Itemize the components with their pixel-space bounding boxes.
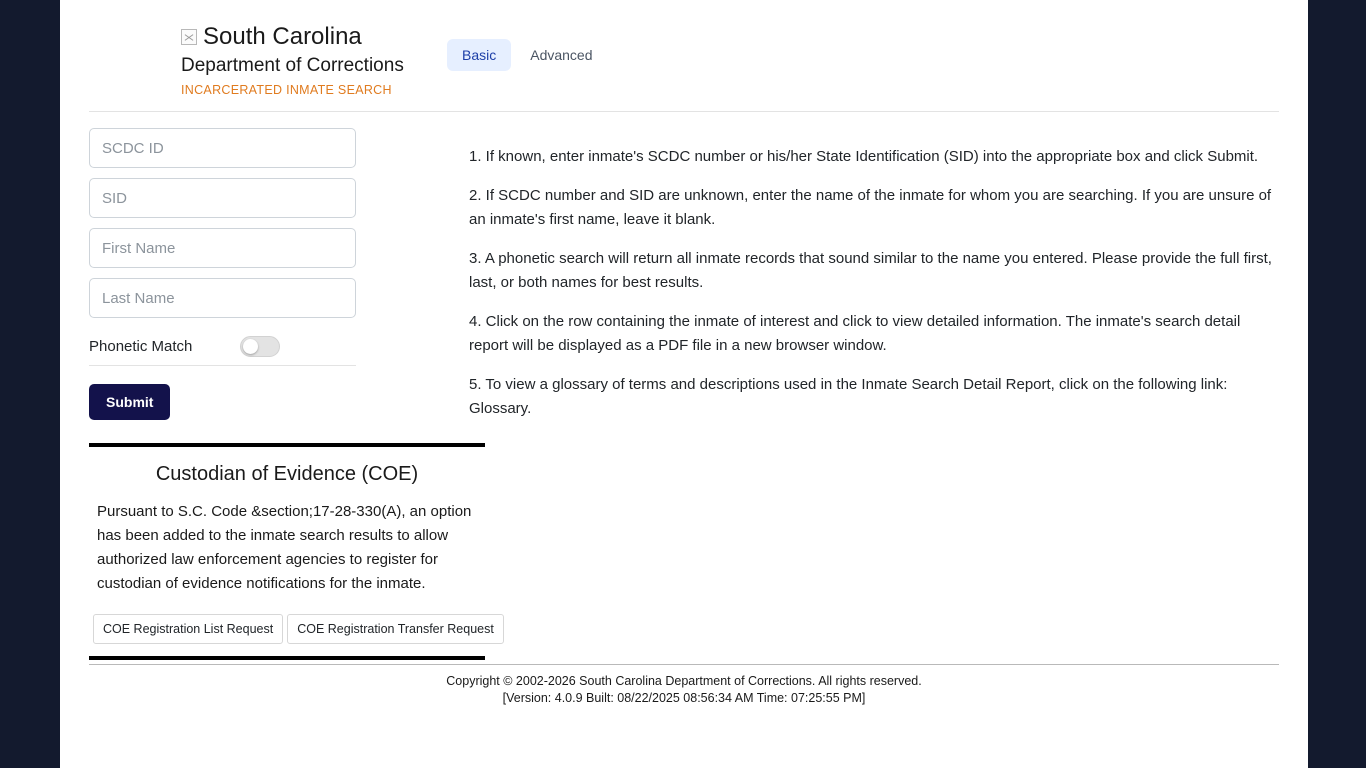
coe-description: Pursuant to S.C. Code &section;17-28-330(A), an option has been added to the inmate search results to allow authorized law enforcement agencies to register for custodian of evidence notifications for the inmate.: [97, 503, 472, 592]
right-background-rail: [1308, 0, 1366, 768]
main-area: [89, 112, 1279, 421]
search-mode-tabs: [447, 39, 608, 71]
toggle-knob: [243, 339, 258, 354]
brand-title-row: [181, 22, 481, 52]
phonetic-match-toggle[interactable]: [240, 336, 280, 357]
brand-block: [181, 22, 481, 97]
instruction-item: 3. A phonetic search will return all inmate records that sound similar to the name you entered. Please provide the full first, last, or both names for best results.: [469, 250, 1272, 291]
custodian-of-evidence-panel: [89, 443, 494, 660]
instruction-item: 4. Click on the row containing the inmate of interest and click to view detailed information. The inmate's search detail report will be displayed as a PDF file in a new browser window.: [469, 313, 1241, 354]
phonetic-match-row: [89, 328, 356, 366]
brand-subtitle-label: INCARCERATED INMATE SEARCH: [181, 83, 392, 97]
tab-basic[interactable]: Basic: [447, 39, 511, 71]
instruction-item: 1. If known, enter inmate's SCDC number or his/her State Identification (SID) into the appropriate box and click Submit.: [469, 148, 1259, 165]
brand-state-label: South Carolina: [203, 23, 362, 50]
brand-department-label: Department of Corrections: [181, 55, 404, 76]
coe-title: Custodian of Evidence (COE): [155, 463, 419, 485]
search-input-scdc-id[interactable]: [89, 128, 356, 168]
instruction-item: 5. To view a glossary of terms and descriptions used in the Inmate Search Detail Report, click on the following link: Glossary.: [469, 376, 1228, 417]
submit-button[interactable]: Submit: [89, 384, 170, 420]
coe-registration-list-request-button[interactable]: COE Registration List Request: [93, 614, 283, 644]
search-input-sid[interactable]: [89, 178, 356, 218]
search-input-first-name[interactable]: [89, 228, 356, 268]
content-wrapper: [60, 0, 1308, 707]
search-form: [89, 128, 359, 421]
site-header: [89, 0, 1279, 112]
site-footer: [89, 664, 1279, 707]
left-background-rail: [0, 0, 60, 768]
instruction-item: 2. If SCDC number and SID are unknown, enter the name of the inmate for whom you are searching. If you are unsure of an inmate's first name, leave it blank.: [469, 187, 1272, 228]
tab-advanced[interactable]: Advanced: [515, 39, 607, 71]
phonetic-match-label: Phonetic Match: [89, 338, 193, 355]
footer-version: [Version: 4.0.9 Built: 08/22/2025 08:56:34 AM Time: 07:25:55 PM]: [502, 691, 866, 705]
coe-registration-transfer-request-button[interactable]: COE Registration Transfer Request: [287, 614, 504, 644]
search-input-last-name[interactable]: [89, 278, 356, 318]
broken-image-icon: [181, 29, 197, 45]
footer-copyright: Copyright © 2002-2026 South Carolina Department of Corrections. All rights reserved.: [446, 674, 922, 688]
coe-button-group: [89, 614, 494, 644]
instructions-panel: [359, 128, 1279, 421]
page-body: [60, 0, 1308, 768]
